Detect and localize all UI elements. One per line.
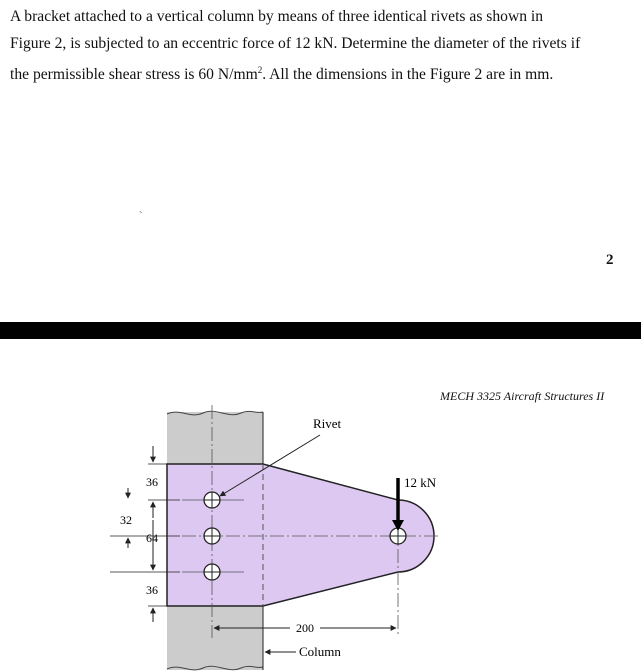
problem-line-3-text: the permissible shear stress is 60 N/mm — [10, 66, 258, 84]
problem-line-2: Figure 2, is subjected to an eccentric force of 12 kN. Determine the diameter of the rivets if — [10, 35, 581, 52]
units-superscript: 2 — [257, 65, 263, 75]
page-divider-bar — [0, 322, 641, 339]
dim-pitch-right-label: 64 — [146, 531, 158, 545]
column-label: Column — [299, 644, 341, 659]
column-upper — [167, 412, 263, 464]
page-number: 2 — [606, 252, 614, 268]
problem-line-3 — [10, 57, 635, 88]
dim-pitch-left-label: 32 — [120, 513, 132, 527]
force-label: 12 kN — [404, 475, 437, 490]
course-title: MECH 3325 Aircraft Structures II — [440, 389, 605, 403]
column-lower — [167, 606, 263, 670]
dim-top-gap-label: 36 — [146, 475, 158, 489]
dim-bottom-gap-label: 36 — [146, 583, 158, 597]
problem-line-3-end: . All the dimensions in the Figure 2 are in mm. — [262, 66, 554, 84]
dim-200-label: 200 — [296, 621, 314, 635]
problem-statement — [10, 3, 635, 88]
bracket-figure — [0, 339, 641, 671]
stray-mark: ` — [139, 210, 143, 222]
rivet-middle — [204, 528, 220, 544]
problem-line-1: A bracket attached to a vertical column by means of three identical rivets as shown in — [10, 8, 544, 25]
rivet-label: Rivet — [313, 416, 342, 431]
